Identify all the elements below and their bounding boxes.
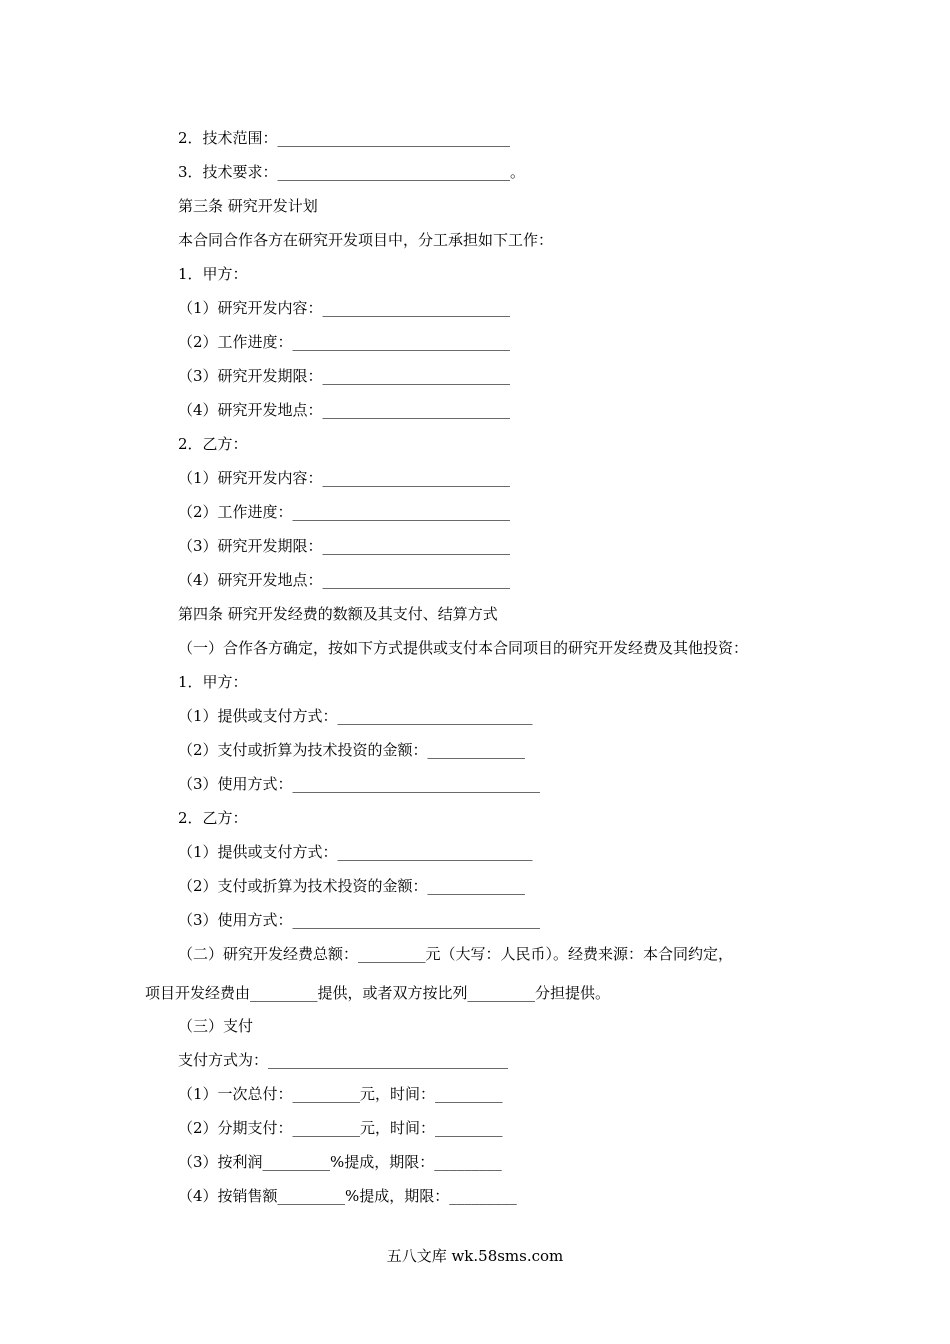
section-heading: 第四条 研究开发经费的数额及其支付、结算方式: [178, 605, 498, 623]
text-line: （二）研究开发经费总额：_________元（大写：人民币）。经费来源：本合同约定，: [178, 945, 734, 963]
text-line: （1）提供或支付方式：__________________________: [178, 843, 533, 861]
text-line: 项目开发经费由_________提供，或者双方按比列_________分担提供。: [145, 984, 611, 1002]
text-line: （3）研究开发期限：_________________________: [178, 367, 511, 385]
text-line: 3．技术要求：_______________________________。: [178, 163, 526, 181]
text-line: （三）支付: [178, 1017, 254, 1035]
text-line: （4）研究开发地点：_________________________: [178, 401, 511, 419]
text-line: （3）使用方式：_________________________________: [178, 775, 541, 793]
section-heading: 第三条 研究开发计划: [178, 197, 318, 215]
text-line: （3）使用方式：_________________________________: [178, 911, 541, 929]
text-line: （3）研究开发期限：_________________________: [178, 537, 511, 555]
text-line: （2）工作进度：_____________________________: [178, 333, 511, 351]
text-line: 2．乙方：: [178, 809, 248, 827]
text-line: （2）工作进度：_____________________________: [178, 503, 511, 521]
text-line: （1）提供或支付方式：__________________________: [178, 707, 533, 725]
text-line: （3）按利润_________%提成，期限：_________: [178, 1153, 502, 1171]
text-line: 1．甲方：: [178, 265, 248, 283]
text-line: （1）一次总付：_________元，时间：_________: [178, 1085, 503, 1103]
text-line: （4）按销售额_________%提成，期限：_________: [178, 1187, 517, 1205]
text-line: （1）研究开发内容：_________________________: [178, 469, 511, 487]
text-line: （4）研究开发地点：_________________________: [178, 571, 511, 589]
page-footer: 五八文库 wk.58sms.com: [386, 1247, 564, 1265]
text-line: （2）支付或折算为技术投资的金额：_____________: [178, 741, 526, 759]
text-line: 2．乙方：: [178, 435, 248, 453]
text-line: （1）研究开发内容：_________________________: [178, 299, 511, 317]
text-line: （2）分期支付：_________元，时间：_________: [178, 1119, 503, 1137]
text-line: 支付方式为：________________________________: [178, 1051, 509, 1069]
text-line: 2．技术范围：_______________________________: [178, 129, 511, 147]
text-line: （2）支付或折算为技术投资的金额：_____________: [178, 877, 526, 895]
text-line: 1．甲方：: [178, 673, 248, 691]
text-line: 本合同合作各方在研究开发项目中，分工承担如下工作：: [178, 231, 554, 249]
text-line: （一）合作各方确定，按如下方式提供或支付本合同项目的研究开发经费及其他投资：: [178, 639, 749, 657]
